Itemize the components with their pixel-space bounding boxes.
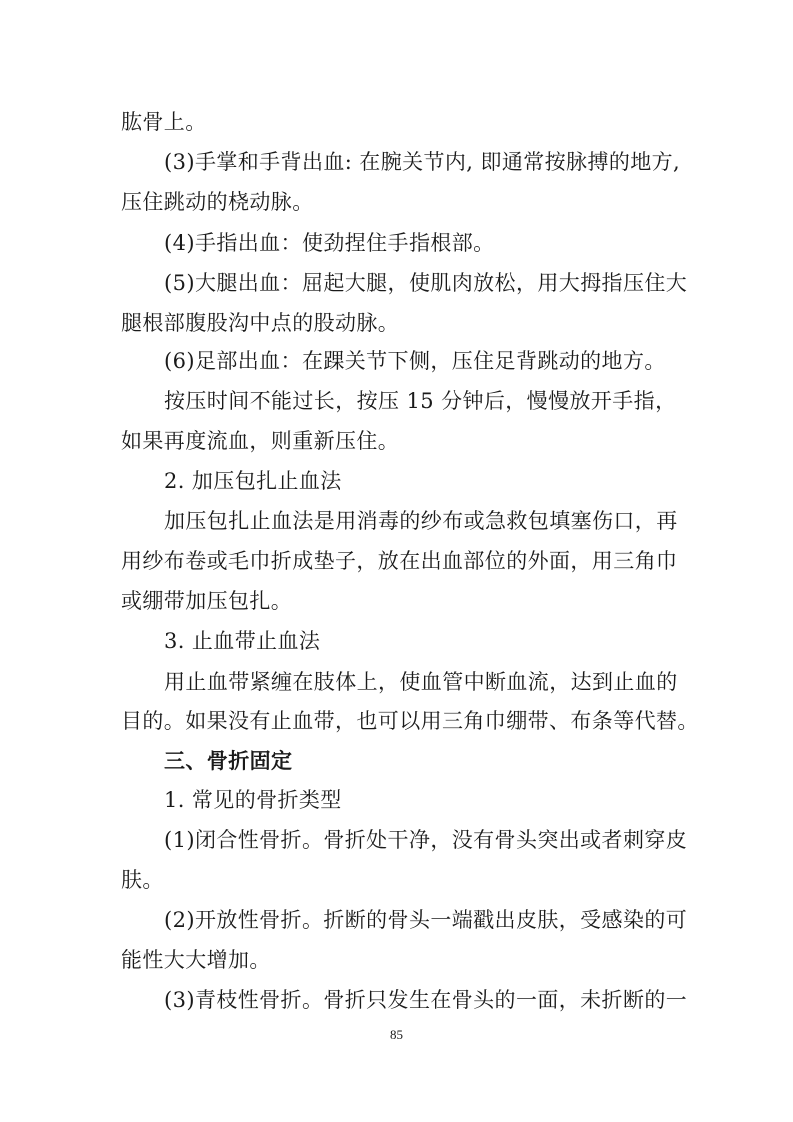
text-line: (3)手掌和手背出血: 在腕关节内, 即通常按脉搏的地方, xyxy=(164,150,681,174)
page-number: 85 xyxy=(390,1027,403,1042)
section-heading: 3. 止血带止血法 xyxy=(164,629,321,653)
text-line: 肱骨上。 xyxy=(121,110,207,134)
text-line: 加压包扎止血法是用消毒的纱布或急救包填塞伤口，再 xyxy=(164,509,678,533)
chapter-heading: 三、骨折固定 xyxy=(164,748,293,773)
text-line: 按压时间不能过长，按压 15 分钟后，慢慢放开手指， xyxy=(164,389,677,413)
text-line: 用纱布卷或毛巾折成垫子，放在出血部位的外面，用三角巾 xyxy=(121,549,678,573)
text-line: 目的。如果没有止血带，也可以用三角巾绷带、布条等代替。 xyxy=(121,709,699,733)
text-line: 能性大大增加。 xyxy=(121,948,271,972)
text-line: (5)大腿出血：屈起大腿，使肌肉放松，用大拇指压住大 xyxy=(164,271,688,295)
text-line: 或绷带加压包扎。 xyxy=(121,589,293,613)
text-line: 压住跳动的桡动脉。 xyxy=(121,190,314,214)
text-line: (2)开放性骨折。折断的骨头一端戳出皮肤，受感染的可 xyxy=(164,908,688,932)
text-line: 腿根部腹股沟中点的股动脉。 xyxy=(121,311,400,335)
section-heading: 1. 常见的骨折类型 xyxy=(164,788,342,812)
text-line: (3)青枝性骨折。骨折只发生在骨头的一面，未折断的一 xyxy=(164,988,688,1012)
text-line: 肤。 xyxy=(121,868,164,892)
section-heading: 2. 加压包扎止血法 xyxy=(164,469,342,493)
text-line: (6)足部出血：在踝关节下侧，压住足背跳动的地方。 xyxy=(164,349,666,373)
text-line: 用止血带紧缠在肢体上，使血管中断血流，达到止血的 xyxy=(164,670,678,694)
text-line: (1)闭合性骨折。骨折处干净，没有骨头突出或者刺穿皮 xyxy=(164,828,688,852)
text-line: (4)手指出血：使劲捏住手指根部。 xyxy=(164,231,495,255)
text-line: 如果再度流血，则重新压住。 xyxy=(121,429,400,453)
